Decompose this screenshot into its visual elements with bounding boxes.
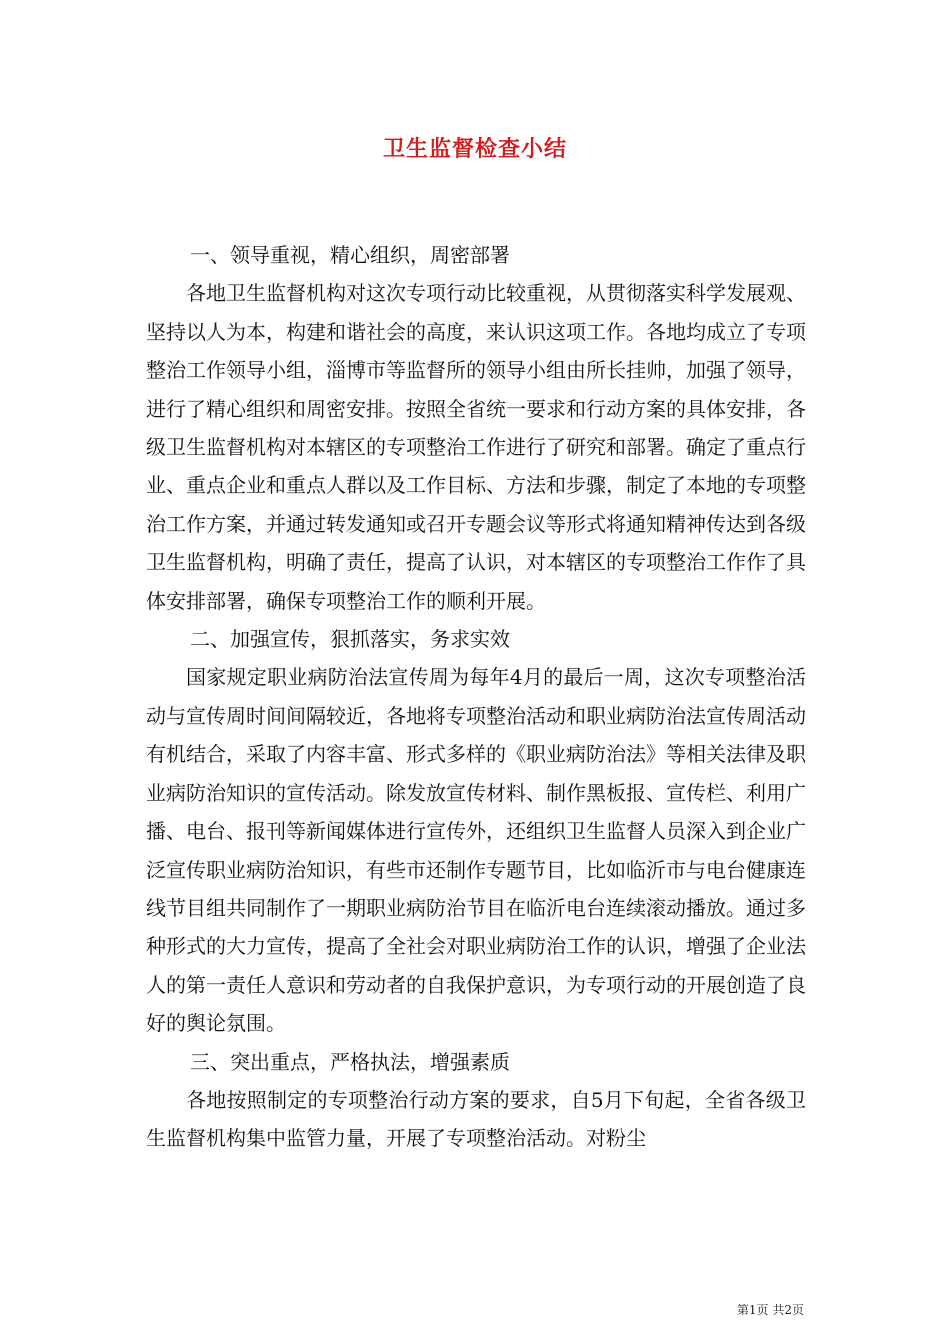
section-heading-2: 二、加强宣传，狠抓落实，务求实效 bbox=[190, 627, 510, 652]
document-body bbox=[146, 236, 806, 1158]
section-heading-1: 一、领导重视，精心组织，周密部署 bbox=[190, 243, 510, 267]
section-paragraph-2: 国家规定职业病防治法宣传周为每年4月的最后一周，这次专项整治活动与宣传周时间间隔较近，各地将专项整治活动和职业病防治法宣传周活动有机结合，采取了内容丰富、形式多样的《职业病防治法》等相关法律及职业病防治知识的宣传活动。除发放宣传材料、制作黑板报、宣传栏、利用广播、电台、报刊等新闻媒体进行宣传外，还组织卫生监督人员深入到企业广泛宣传职业病防治知识，有些市还制作专题节目，比如临沂市与电台健康连线节目组共同制作了一期职业病防治节目在临沂电台连续滚动播放。通过多种形式的大力宣传，提高了全社会对职业病防治工作的认识，增强了企业法人的第一责任人意识和劳动者的自我保护意识，为专项行动的开展创造了良好的舆论氛围。 bbox=[146, 665, 806, 1036]
page-number: 第1页 共2页 bbox=[736, 1303, 804, 1317]
section-heading-3: 三、突出重点，严格执法，增强素质 bbox=[190, 1049, 510, 1074]
document-title: 卫生监督检查小结 bbox=[382, 136, 567, 162]
section-paragraph-1: 各地卫生监督机构对这次专项行动比较重视，从贯彻落实科学发展观、坚持以人为本，构建和谐社会的高度，来认识这项工作。各地均成立了专项整治工作领导小组，淄博市等监督所的领导小组由所长挂帅，加强了领导，进行了精心组织和周密安排。按照全省统一要求和行动方案的具体安排，各级卫生监督机构对本辖区的专项整治工作进行了研究和部署。确定了重点行业、重点企业和重点人群以及工作目标、方法和步骤，制定了本地的专项整治工作方案，并通过转发通知或召开专题会议等形式将通知精神传达到各级卫生监督机构，明确了责任，提高了认识，对本辖区的专项整治工作作了具体安排部署，确保专项整治工作的顺利开展。 bbox=[146, 281, 806, 613]
section-paragraph-3: 各地按照制定的专项整治行动方案的要求，自5月下旬起，全省各级卫生监督机构集中监管力量，开展了专项整治活动。对粉尘 bbox=[146, 1087, 806, 1151]
